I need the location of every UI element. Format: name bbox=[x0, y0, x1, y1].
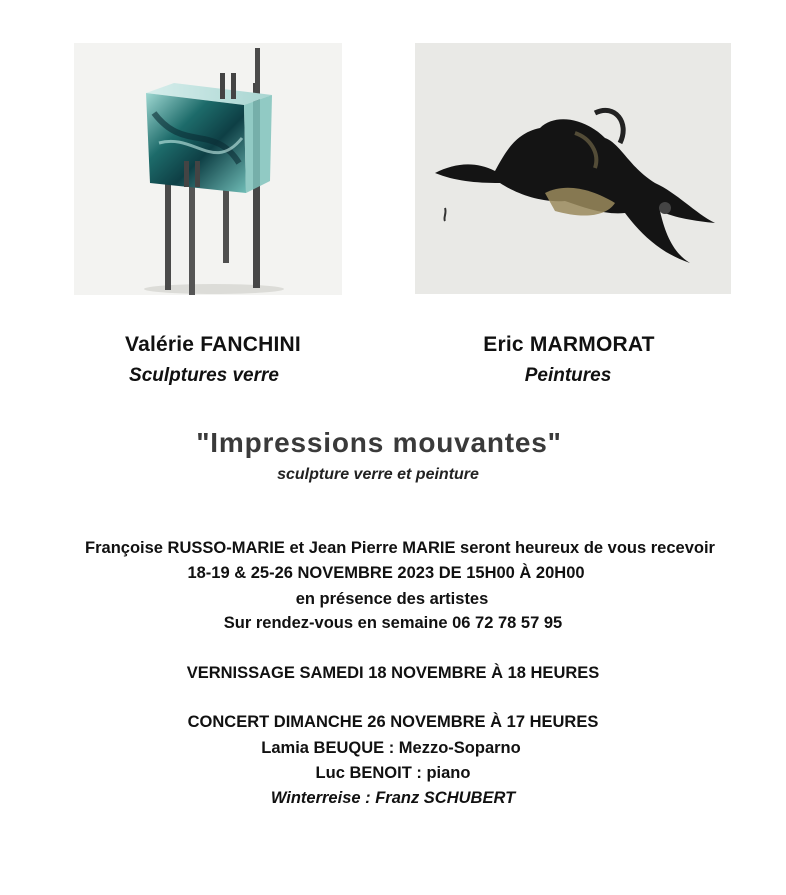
exhibition-title: "Impressions mouvantes" bbox=[196, 427, 562, 458]
program-line: Winterreise : Franz SCHUBERT bbox=[270, 789, 516, 807]
vernissage-line: VERNISSAGE SAMEDI 18 NOVEMBRE À 18 HEURES bbox=[186, 664, 600, 682]
artist-name-fanchini: Valérie FANCHINI bbox=[125, 333, 301, 356]
artist-medium-fanchini: Sculptures verre bbox=[129, 365, 279, 386]
performer-mezzo-line: Lamia BEUQUE : Mezzo-Soparno bbox=[261, 739, 521, 757]
hosts-line: Françoise RUSSO-MARIE et Jean Pierre MARIE seront heureux de vous recevoir bbox=[85, 539, 715, 557]
appointment-line: Sur rendez-vous en semaine 06 72 78 57 95 bbox=[223, 614, 563, 632]
sculpture-photo bbox=[74, 43, 342, 295]
painting-photo bbox=[415, 43, 731, 294]
abstract-painting-image bbox=[415, 43, 731, 294]
artist-medium-marmorat: Peintures bbox=[524, 365, 612, 386]
performer-piano-line: Luc BENOIT : piano bbox=[315, 764, 471, 782]
presence-line: en présence des artistes bbox=[295, 590, 489, 608]
exhibition-subtitle: sculpture verre et peinture bbox=[277, 466, 479, 483]
glass-sculpture-image bbox=[74, 43, 342, 295]
dates-line: 18-19 & 25-26 NOVEMBRE 2023 DE 15H00 À 20H00 bbox=[187, 564, 585, 582]
artist-name-marmorat: Eric MARMORAT bbox=[483, 333, 655, 356]
concert-line: CONCERT DIMANCHE 26 NOVEMBRE À 17 HEURES bbox=[187, 713, 599, 731]
